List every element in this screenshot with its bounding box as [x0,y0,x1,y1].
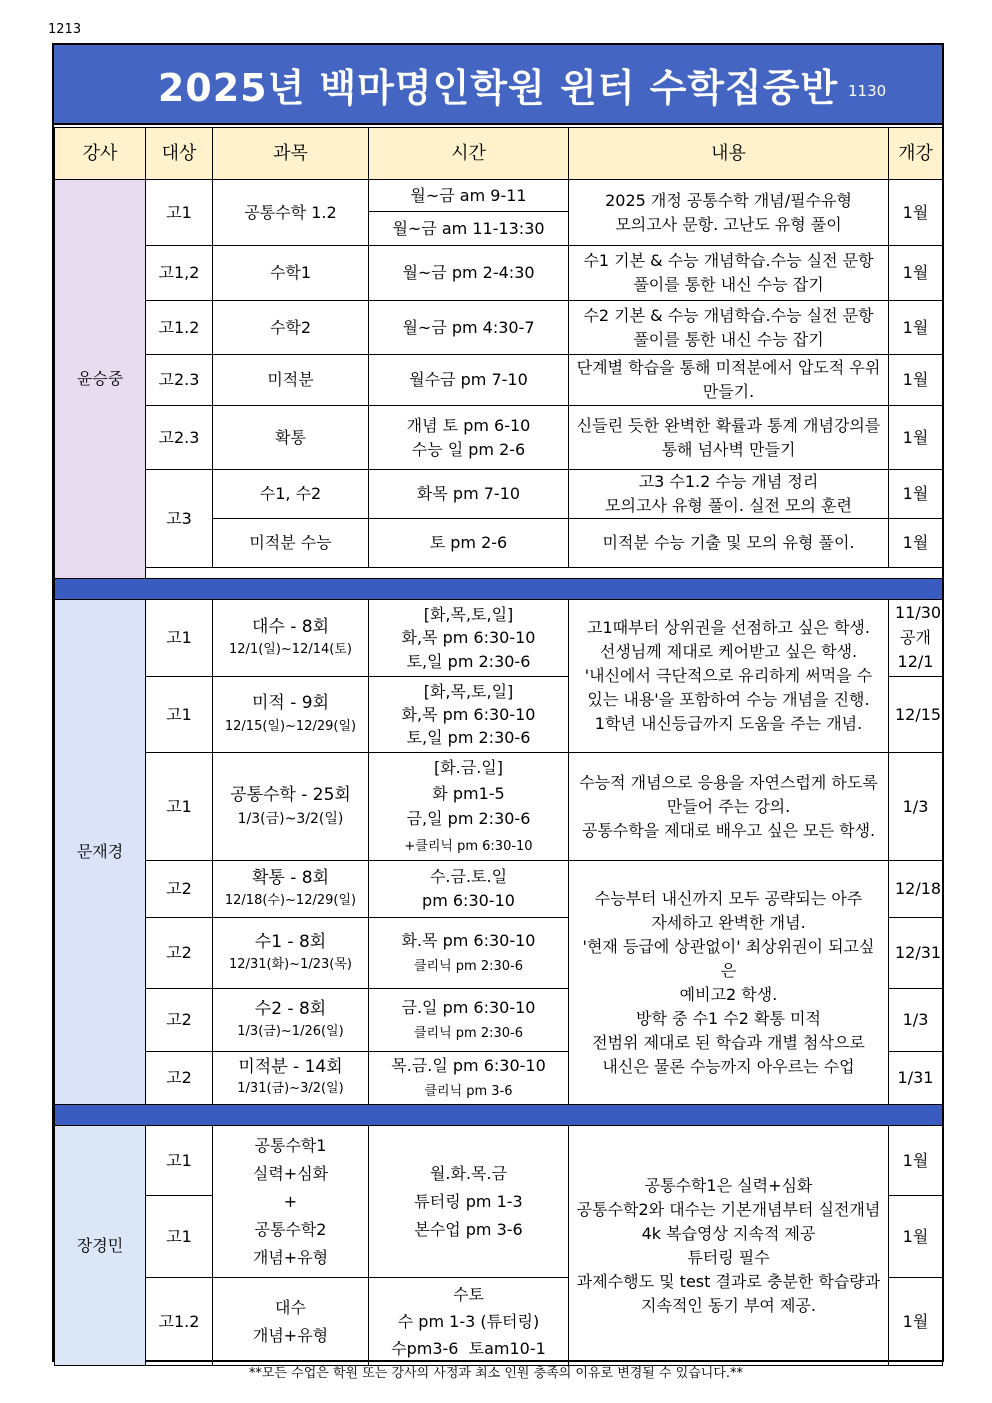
table-row [55,355,943,406]
table-row [55,301,943,355]
start-line: 11/30 [895,602,942,622]
content-line: '내신에서 극단적으로 유리하게 써먹을 수 있는 내용'을 포함하여 수능 개념을 진행. [584,666,873,709]
content-cell [569,470,889,519]
start-line: 공개 [900,627,931,647]
start-cell: 1/3 [889,989,943,1052]
subject-label: 미적분 - 14회 [238,1057,343,1078]
subject-cell [213,1278,369,1366]
content-line: 전범위 제대로 된 학습과 개별 첨삭으로 [592,1032,865,1052]
time-cell [369,600,569,677]
subject-line: 개념+유형 [252,1325,329,1345]
subject-cell [213,861,369,918]
subject-cell [213,1052,369,1105]
subject-label: 수1 - 8회 [254,931,327,952]
time-cell: 화목 pm 7-10 [369,470,569,519]
time-cell: 토 pm 2-6 [369,519,569,568]
start-cell: 12/15 [889,677,943,753]
subject-line: + [283,1191,298,1211]
schedule-table [54,127,943,1366]
start-line: 12/1 [897,652,934,672]
target-cell: 고1.2 [146,1278,213,1366]
start-cell: 1/31 [889,1052,943,1105]
time-cell [369,677,569,753]
subject-cell: 수1, 수2 [213,470,369,519]
subject-cell: 수학1 [213,246,369,301]
date-range: 1/31(금)~3/2(일) [237,1081,344,1097]
time-line: [화,목,토,일] [423,605,514,625]
time-cell [369,1278,569,1366]
subject-line: 개념+유형 [252,1247,329,1267]
subject-label: 미적 - 9회 [251,693,330,714]
time-line: 목.금.일 pm 6:30-10 [391,1056,546,1076]
date-range: 12/15(일)~12/29(일) [224,718,357,734]
content-line: 모의고사 문항. 고난도 유형 풀이 [615,214,842,234]
time-line: 금,일 pm 2:30-6 [406,809,531,829]
target-cell: 고1 [146,1126,213,1196]
subject-line: 공통수학1 [254,1135,327,1155]
time-line: 클리닉 pm 2:30-6 [413,1026,523,1041]
start-cell: 1월 [889,246,943,301]
header-start: 개강 [889,128,943,180]
title-code: 1130 [848,82,887,100]
content-cell [569,753,889,861]
content-line: 내신은 물론 수능까지 아우르는 수업 [602,1056,855,1076]
target-cell: 고1 [146,753,213,861]
time-line: 수 pm 1-3 (튜터링) [397,1311,540,1331]
table-row [55,470,943,519]
time-line: pm 6:30-10 [422,891,515,910]
target-cell: 고3 [146,470,213,568]
time-line: 화,목 pm 6:30-10 [401,704,536,724]
target-cell: 고2.3 [146,355,213,406]
teacher-name: 윤승중 [55,180,146,579]
time-line: [화,목,토,일] [423,681,514,701]
time-line: 수pm3-6 토am10-1 [391,1339,546,1359]
start-cell [889,600,943,677]
content-cell [569,1126,889,1366]
start-cell: 1월 [889,519,943,568]
content-line: 선생님께 제대로 케어받고 싶은 학생. [599,642,858,661]
teacher-name: 장경민 [55,1126,146,1366]
content-line: 공통수학2와 대수는 기본개념부터 실전개념 [576,1199,881,1219]
content-line: 고3 수1.2 수능 개념 정리 [638,472,819,491]
content-line: 공통수학1은 실력+심화 [644,1175,813,1195]
table-row [55,246,943,301]
subject-label: 수2 - 8회 [254,998,327,1019]
page-title: 2025년 백마명인학원 윈터 수학집중반 [157,65,839,110]
content-line: '현재 등급에 상관없이' 최상위권이 되고싶은 [582,936,875,980]
content-line: 자세하고 완벽한 개념. [651,912,806,932]
content-cell: 수2 기본 & 수능 개념학습.수능 실전 문항 풀이를 통한 내신 수능 잡기 [569,301,889,355]
subject-cell [213,918,369,989]
table-row [55,1126,943,1196]
content-line: 2025 개정 공통수학 개념/필수유형 [605,190,852,210]
content-line: 고1때부터 상위권을 선점하고 싶은 학생. [587,618,870,637]
target-cell: 고2 [146,989,213,1052]
target-cell: 고1,2 [146,246,213,301]
header-target: 대상 [146,128,213,180]
table-row [55,180,943,212]
time-line: 수토 [453,1284,484,1304]
time-line: 토,일 pm 2:30-6 [406,651,531,671]
header-time: 시간 [369,128,569,180]
target-cell: 고1 [146,180,213,246]
time-cell: 월~금 am 9-11 [369,180,569,212]
table-row [55,600,943,677]
subject-line: 대수 [275,1297,306,1317]
time-cell: 월~금 pm 2-4:30 [369,246,569,301]
time-cell: 월~금 am 11-13:30 [369,212,569,246]
subject-cell: 수학2 [213,301,369,355]
content-line: 수능적 개념으로 응용을 자연스럽게 하도록 만들어 주는 강의. [579,772,878,816]
content-line: 과제수행도 및 test 결과로 충분한 학습량과 지속적인 동기 부여 제공. [576,1271,881,1315]
header-row [55,128,943,180]
spacer-cell [146,568,943,579]
time-cell [369,753,569,861]
date-range: 12/18(수)~12/29(일) [224,893,357,909]
table-row [55,406,943,470]
subject-line: 실력+심화 [252,1163,329,1183]
header-teacher: 강사 [55,128,146,180]
time-line: 화 pm1-5 [432,783,505,803]
header-subject: 과목 [213,128,369,180]
target-cell: 고1 [146,677,213,753]
time-line: 튜터링 pm 1-3 [414,1191,523,1211]
section-divider-bar [55,579,943,600]
subject-cell: 공통수학 1.2 [213,180,369,246]
date-range: 1/3(금)~3/2(일) [237,811,344,828]
table-row [55,861,943,918]
time-line: 월.화.목.금 [429,1163,508,1183]
time-cell [369,861,569,918]
time-line: 금.일 pm 6:30-10 [401,998,536,1017]
target-cell: 고2 [146,1052,213,1105]
time-cell [369,1052,569,1105]
table-row [55,568,943,579]
document-number: 1213 [48,22,82,37]
target-cell: 고1.2 [146,301,213,355]
start-cell: 1월 [889,180,943,246]
subject-cell: 미적분 수능 [213,519,369,568]
content-cell [569,861,889,1105]
time-cell [369,406,569,470]
subject-label: 대수 - 8회 [251,616,330,637]
subject-line: 공통수학2 [254,1219,327,1239]
subject-cell: 확통 [213,406,369,470]
section-divider [55,1105,943,1126]
start-cell: 1월 [889,355,943,406]
time-line: 클리닉 pm 2:30-6 [413,959,523,974]
time-cell [369,989,569,1052]
content-cell: 수1 기본 & 수능 개념학습.수능 실전 문항 풀이를 통한 내신 수능 잡기 [569,246,889,301]
time-line: 수능 일 pm 2-6 [411,439,526,459]
content-line: 방학 중 수1 수2 확통 미적 [636,1008,821,1028]
section-divider-bar [55,1105,943,1126]
subject-label: 공통수학 - 25회 [230,784,351,805]
target-cell: 고2 [146,918,213,989]
section-divider [55,579,943,600]
subject-cell [213,677,369,753]
content-line: 공통수학을 제대로 배우고 싶은 모든 학생. [581,820,876,840]
target-cell: 고1 [146,600,213,677]
teacher-name: 문재경 [55,600,146,1105]
start-cell: 1월 [889,1278,943,1366]
time-line: 본수업 pm 3-6 [414,1219,523,1239]
start-cell: 1월 [889,406,943,470]
footnote: **모든 수업은 학원 또는 강사의 사정과 최소 인원 충족의 이유로 변경될 수 있습니다.** [248,1366,744,1381]
content-cell: 미적분 수능 기출 및 모의 유형 풀이. [569,519,889,568]
subject-cell [213,753,369,861]
start-cell: 12/31 [889,918,943,989]
target-cell: 고2 [146,861,213,918]
time-cell: 월~금 pm 4:30-7 [369,301,569,355]
start-cell: 12/18 [889,861,943,918]
start-cell: 1월 [889,1126,943,1196]
time-line: 클리닉 pm 3-6 [424,1083,513,1099]
time-line: [화.금.일] [433,758,504,778]
date-range: 12/31(화)~1/23(목) [229,957,352,973]
content-line: 4k 복습영상 지속적 제공 [641,1223,816,1243]
table-row [55,753,943,861]
time-line: 화.목 pm 6:30-10 [401,931,536,950]
date-range: 1/3(금)~1/26(일) [237,1024,344,1040]
time-cell: 월수금 pm 7-10 [369,355,569,406]
start-cell: 1월 [889,1196,943,1278]
subject-cell [213,989,369,1052]
header-content: 내용 [569,128,889,180]
subject-cell: 미적분 [213,355,369,406]
target-cell: 고2.3 [146,406,213,470]
time-cell [369,918,569,989]
content-cell: 신들린 듯한 완벽한 확률과 통계 개념강의를 통해 넘사벽 만들기 [569,406,889,470]
title-bar [54,45,942,125]
content-line: 모의고사 유형 풀이. 실전 모의 훈련 [605,496,852,515]
date-range: 12/1(일)~12/14(토) [229,642,352,658]
time-line: 토,일 pm 2:30-6 [406,728,531,748]
time-line: 수.금.토.일 [429,867,508,886]
content-line: 1학년 내신등급까지 도움을 주는 개념. [594,714,863,733]
time-line: 개념 토 pm 6-10 [406,415,531,435]
time-line: +클리닉 pm 6:30-10 [404,838,533,854]
time-line: 화,목 pm 6:30-10 [401,628,536,648]
content-cell [569,180,889,246]
content-line: 튜터링 필수 [687,1247,770,1267]
time-cell [369,1126,569,1278]
content-line: 수능부터 내신까지 모두 공략되는 아주 [594,888,863,908]
content-cell: 단계별 학습을 통해 미적분에서 압도적 우위 만들기. [569,355,889,406]
subject-cell [213,600,369,677]
target-cell: 고1 [146,1196,213,1278]
subject-label: 확통 - 8회 [251,867,330,888]
start-cell: 1/3 [889,753,943,861]
subject-cell [213,1126,369,1278]
start-cell: 1월 [889,301,943,355]
content-cell [569,600,889,753]
content-line: 예비고2 학생. [679,984,778,1004]
start-cell: 1월 [889,470,943,519]
